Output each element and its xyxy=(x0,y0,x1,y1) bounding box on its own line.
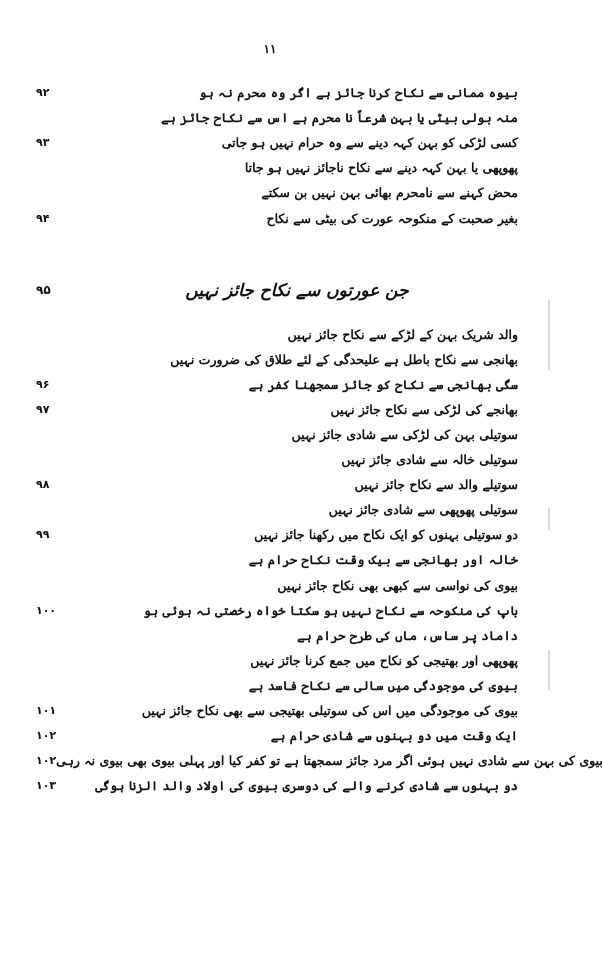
toc-entry-text: محض کہنے سے نامحرم بھائی بہن نہیں بن سکتے xyxy=(261,185,518,201)
toc-entry-text: بغیر صحبت کے منکوحہ عورت کی بیٹی سے نکاح xyxy=(266,210,518,226)
section-heading-row xyxy=(36,274,518,306)
toc-row xyxy=(36,749,603,773)
toc-entry-text: داماد پر ساس، ماں کی طرح حرام ہے xyxy=(297,627,518,643)
toc-row xyxy=(36,105,518,129)
toc-row xyxy=(36,573,518,597)
toc-entry-text: پھوپھی اور بھتیجی کو نکاح میں جمع کرنا جائز نہیں xyxy=(250,652,518,668)
toc-row xyxy=(36,347,518,371)
toc-row xyxy=(36,648,518,672)
toc-row xyxy=(36,181,518,205)
toc-page-ref: ۱۰۲ xyxy=(36,754,57,768)
page-number: ۱۱ xyxy=(263,42,277,56)
toc-page-ref: ۹۷ xyxy=(36,402,50,416)
toc-entry-text: بھانجے کی لڑکی سے نکاح جائز نہیں xyxy=(330,401,518,417)
scan-margin-mark xyxy=(548,650,550,690)
heading-page-ref: ۹۵ xyxy=(36,283,51,297)
toc-entry-text: سوتیلی پھوپھی سے شادی جائز نہیں xyxy=(328,502,518,518)
toc-entry-text: بھانجی سے نکاح باطل ہے علیحدگی کے لئے طلاق کی ضرورت نہیں xyxy=(170,351,518,367)
toc-row xyxy=(36,80,518,104)
toc-entry-text: باپ کی منکوحہ سے نکاح نہیں ہو سکتا خواہ رخصتی نہ ہوئی ہو xyxy=(143,602,518,618)
toc-page-ref: ۹۹ xyxy=(36,528,50,542)
toc-entry-text: بیوی کی موجودگی میں سالی سے نکاح فاسد ہے xyxy=(248,677,518,693)
toc-row xyxy=(36,724,518,748)
toc-row xyxy=(36,774,518,798)
toc-page-ref: ۱۰۱ xyxy=(36,704,57,717)
toc-page-ref: ۱۰۰ xyxy=(36,603,57,617)
toc-row xyxy=(36,598,518,622)
toc-row xyxy=(36,699,518,723)
toc-row xyxy=(36,397,518,421)
toc-entry-text: منہ بولی بیٹی یا بہن شرعاً نا محرم ہے اس سے نکاح جائز ہے xyxy=(161,109,518,125)
toc-entry-text: سوتیلی خالہ سے شادی جائز نہیں xyxy=(341,452,518,467)
toc-entry-text: سگی بھانجی سے نکاح کو جائز سمجھنا کفر ہے xyxy=(248,376,518,392)
toc-row xyxy=(36,372,518,396)
section-heading: جن عورتوں سے نکاح جائز نہیں xyxy=(185,280,409,301)
toc-row xyxy=(36,523,518,547)
toc-row xyxy=(36,498,518,522)
toc-page-ref: ۱۰۲ xyxy=(36,729,57,743)
toc-row xyxy=(36,156,518,180)
toc-row xyxy=(36,130,518,154)
toc-page-ref: ۹۲ xyxy=(36,85,50,99)
toc-page-ref: ۱۰۳ xyxy=(36,779,57,793)
toc-entry-text: پھوپھی یا بہن کہہ دینے سے نکاح ناجائز نہیں ہو جاتا xyxy=(244,160,518,176)
toc-row xyxy=(36,623,518,647)
toc-entry-text: خالہ اور بھانجی سے بیک وقت نکاح حرام ہے xyxy=(248,552,518,568)
toc-entry-text: ایک وقت میں دو بہنوں سے شادی حرام ہے xyxy=(270,728,518,744)
toc-entry-text: سوتیلے والد سے نکاح جائز نہیں xyxy=(354,477,518,493)
scan-margin-mark xyxy=(548,508,550,530)
toc-page-ref: ۹۴ xyxy=(36,211,50,225)
toc-entry-text: بیوہ ممانی سے نکاح کرنا جائز ہے اگر وہ محرم نہ ہو xyxy=(199,84,518,100)
scan-margin-mark xyxy=(548,300,550,370)
toc-row xyxy=(36,473,518,497)
toc-entry-text: والد شریک بہن کے لڑکے سے نکاح جائز نہیں xyxy=(287,326,518,342)
toc-page-ref: ۹۸ xyxy=(36,478,50,492)
toc-page-ref: ۹۳ xyxy=(36,135,50,149)
toc-row xyxy=(36,206,518,230)
toc-row xyxy=(36,422,518,446)
toc-page-ref: ۹۶ xyxy=(36,377,50,391)
toc-entry-text: دو سوتیلی بہنوں کو ایک نکاح میں رکھنا جائز نہیں xyxy=(254,527,518,543)
toc-entry-text: بیوی کی بہن سے شادی نہیں ہوئی اگر مرد جائز سمجھتا ہے تو کفر کیا اور پہلی بیوی بھی بیوی نہ رہی xyxy=(56,753,603,769)
toc-row xyxy=(36,448,518,472)
toc-entry-text: بیوی کی موجودگی میں اس کی سوتیلی بھتیجی سے بھی نکاح جائز نہیں xyxy=(141,703,518,718)
toc-entry-text: دو بہنوں سے شادی کرنے والے کی دوسری بیوی کی اولاد والد الزنا ہوگی xyxy=(95,778,518,794)
toc-entry-text: کسی لڑکی کو بہن کہہ دینے سے وہ حرام نہیں ہو جاتی xyxy=(221,134,518,150)
toc-row xyxy=(36,673,518,697)
toc-row xyxy=(36,548,518,572)
toc-entry-text: سوتیلی بہن کی لڑکی سے شادی جائز نہیں xyxy=(291,426,518,442)
toc-row xyxy=(36,322,518,346)
toc-entry-text: بیوی کی نواسی سے کبھی بھی نکاح جائز نہیں xyxy=(277,577,518,593)
